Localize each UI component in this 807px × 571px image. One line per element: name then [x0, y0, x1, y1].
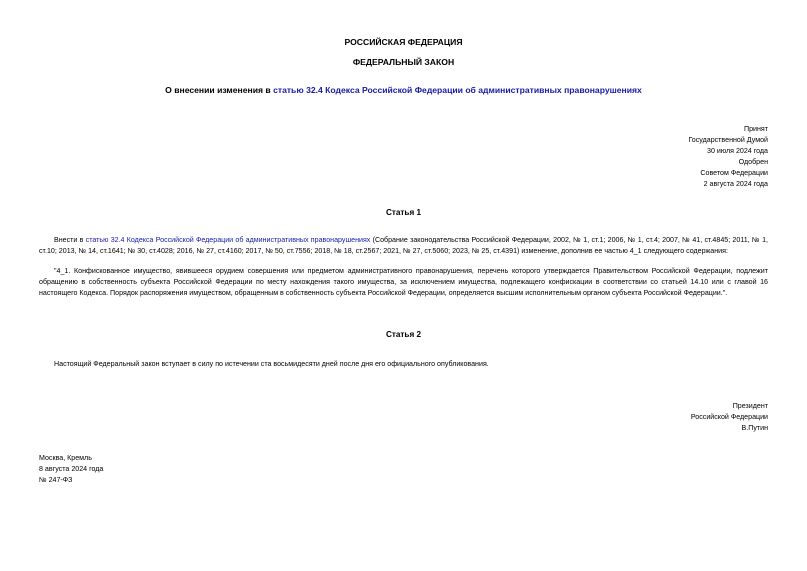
law-title	[0, 85, 807, 95]
article-2-heading: Статья 2	[385, 330, 422, 339]
article-1-p1-prefix: Внести в	[54, 236, 86, 244]
signature-line: В.Путин	[741, 424, 768, 433]
adoption-line: 2 августа 2024 года	[703, 180, 768, 189]
country-heading: РОССИЙСКАЯ ФЕДЕРАЦИЯ	[344, 37, 463, 47]
article-1-paragraph-2: "4_1. Конфискованное имущество, явившееся орудием совершения или предметом административного правонарушения, перечень которого утверждается Правительством Российской Федерации, подлежит обращению в собственность субъекта Российской Федерации по месту нахождения такого имущества, за исключением имущества, подлежащего конфискации в соответствии со статьей 14.10 или с главой 16 настоящего Кодекса. Порядок распоряжения имуществом, обращенным в собственность субъекта Российской Федерации, определяется высшим исполнительным органом субъекта Российской Федерации.".	[39, 267, 768, 298]
footer-line: 8 августа 2024 года	[39, 465, 104, 474]
article-2-paragraph-1: Настоящий Федеральный закон вступает в силу по истечении ста восьмидесяти дней после дня его официального опубликования.	[54, 360, 489, 368]
footer-block	[39, 453, 103, 486]
signature-block	[691, 401, 768, 434]
footer-line: Москва, Кремль	[39, 454, 92, 462]
adoption-line: Одобрен	[738, 158, 768, 167]
adoption-line: Советом Федерации	[700, 169, 768, 178]
signature-line: Российской Федерации	[690, 413, 768, 422]
adoption-line: Государственной Думой	[688, 136, 768, 145]
footer-line: № 247-ФЗ	[39, 476, 73, 485]
article-1-paragraph-1	[39, 235, 768, 257]
adoption-line: Принят	[743, 125, 768, 133]
article-1-p1-rest: (Собрание законодательства Российской Федерации, 2002, № 1, ст.1; 2006, № 1, ст.4; 2007, № 41, ст.4845; 2011, № 1, ст.10; 2013, № 14, ст.1641; № 30, ст.4028; 2016, № 27, ст.4160; 2017, № 50, ст.7556; 2018, № 18, ст.2567; 2021, № 27, ст.5060; 2023, № 25, ст.4391) изменение, дополнив ее частью 4_1 следующего содержания:	[39, 236, 769, 256]
law-title-link[interactable]: статью 32.4 Кодекса Российской Федерации об административных правонарушениях	[273, 85, 642, 95]
article-1-p1-link[interactable]: статью 32.4 Кодекса Российской Федерации об административных правонарушениях	[85, 236, 371, 244]
law-type-heading: ФЕДЕРАЛЬНЫЙ ЗАКОН	[352, 57, 455, 67]
adoption-line: 30 июля 2024 года	[707, 147, 768, 156]
adoption-block	[688, 124, 768, 191]
article-1-heading: Статья 1	[385, 208, 422, 217]
signature-line: Президент	[732, 402, 768, 410]
law-title-prefix: О внесении изменения в	[165, 85, 274, 95]
